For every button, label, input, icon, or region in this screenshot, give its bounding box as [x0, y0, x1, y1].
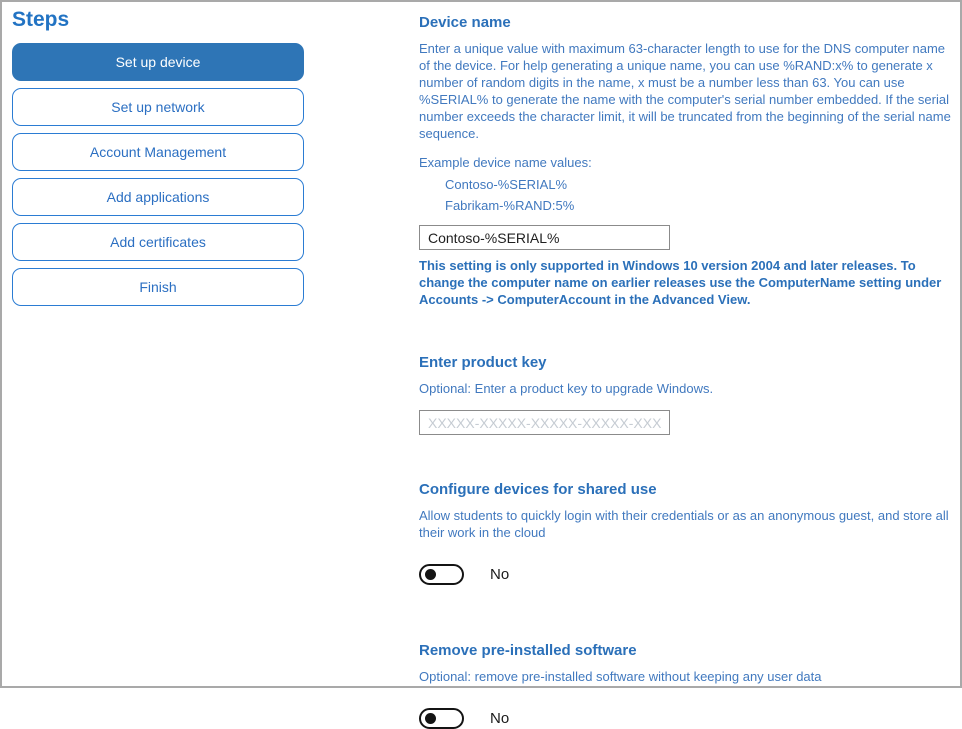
remove-software-toggle-row: [419, 708, 954, 729]
device-name-description: Enter a unique value with maximum 63-character length to use for the DNS computer name of the device. For help generating a unique name, you can use %RAND:x% to generate x number of random digits in the name, x must be a number less than 63. You can use %SERIAL% to generate the name with the computer's serial number embedded. If the serial number exceeds the character limit, it will be truncated from the beginning of the serial name sequence.: [419, 41, 951, 141]
sidebar-item-set-up-network[interactable]: Set up network: [12, 88, 304, 126]
product-key-section: [419, 354, 954, 435]
steps-sidebar: [12, 8, 304, 313]
product-key-title: Enter product key: [419, 354, 547, 371]
device-name-section: [419, 14, 954, 308]
remove-software-toggle-value: No: [490, 710, 510, 727]
shared-use-section: [419, 481, 954, 585]
shared-use-description: Allow students to quickly login with their credentials or as an anonymous guest, and store all their work in the cloud: [419, 508, 949, 540]
product-key-description: Optional: Enter a product key to upgrade Windows.: [419, 381, 714, 396]
setup-device-panel: [419, 14, 954, 729]
remove-software-section: [419, 642, 954, 729]
shared-use-toggle[interactable]: [419, 564, 464, 585]
remove-software-toggle[interactable]: [419, 708, 464, 729]
shared-use-toggle-value: No: [490, 566, 510, 583]
sidebar-item-account-management[interactable]: Account Management: [12, 133, 304, 171]
device-name-input[interactable]: [419, 225, 670, 250]
example-value-serial: Contoso-%SERIAL%: [445, 177, 568, 192]
steps-title: Steps: [12, 8, 70, 31]
product-key-input[interactable]: [419, 410, 670, 435]
device-name-title: Device name: [419, 14, 511, 31]
remove-software-title: Remove pre-installed software: [419, 642, 637, 659]
sidebar-item-add-certificates[interactable]: Add certificates: [12, 223, 304, 261]
sidebar-item-add-applications[interactable]: Add applications: [12, 178, 304, 216]
shared-use-title: Configure devices for shared use: [419, 481, 657, 498]
sidebar-item-set-up-device[interactable]: Set up device: [12, 43, 304, 81]
example-values-label: Example device name values:: [419, 155, 592, 170]
sidebar-item-finish[interactable]: Finish: [12, 268, 304, 306]
example-value-rand: Fabrikam-%RAND:5%: [445, 198, 575, 213]
shared-use-toggle-row: [419, 564, 954, 585]
toggle-knob: [425, 713, 436, 724]
toggle-knob: [425, 569, 436, 580]
device-name-version-note: This setting is only supported in Windows 10 version 2004 and later releases. To change the computer name on earlier releases use the ComputerName setting under Accounts -> ComputerAccount in the Advanced View.: [419, 258, 942, 307]
remove-software-description: Optional: remove pre-installed software without keeping any user data: [419, 669, 822, 684]
